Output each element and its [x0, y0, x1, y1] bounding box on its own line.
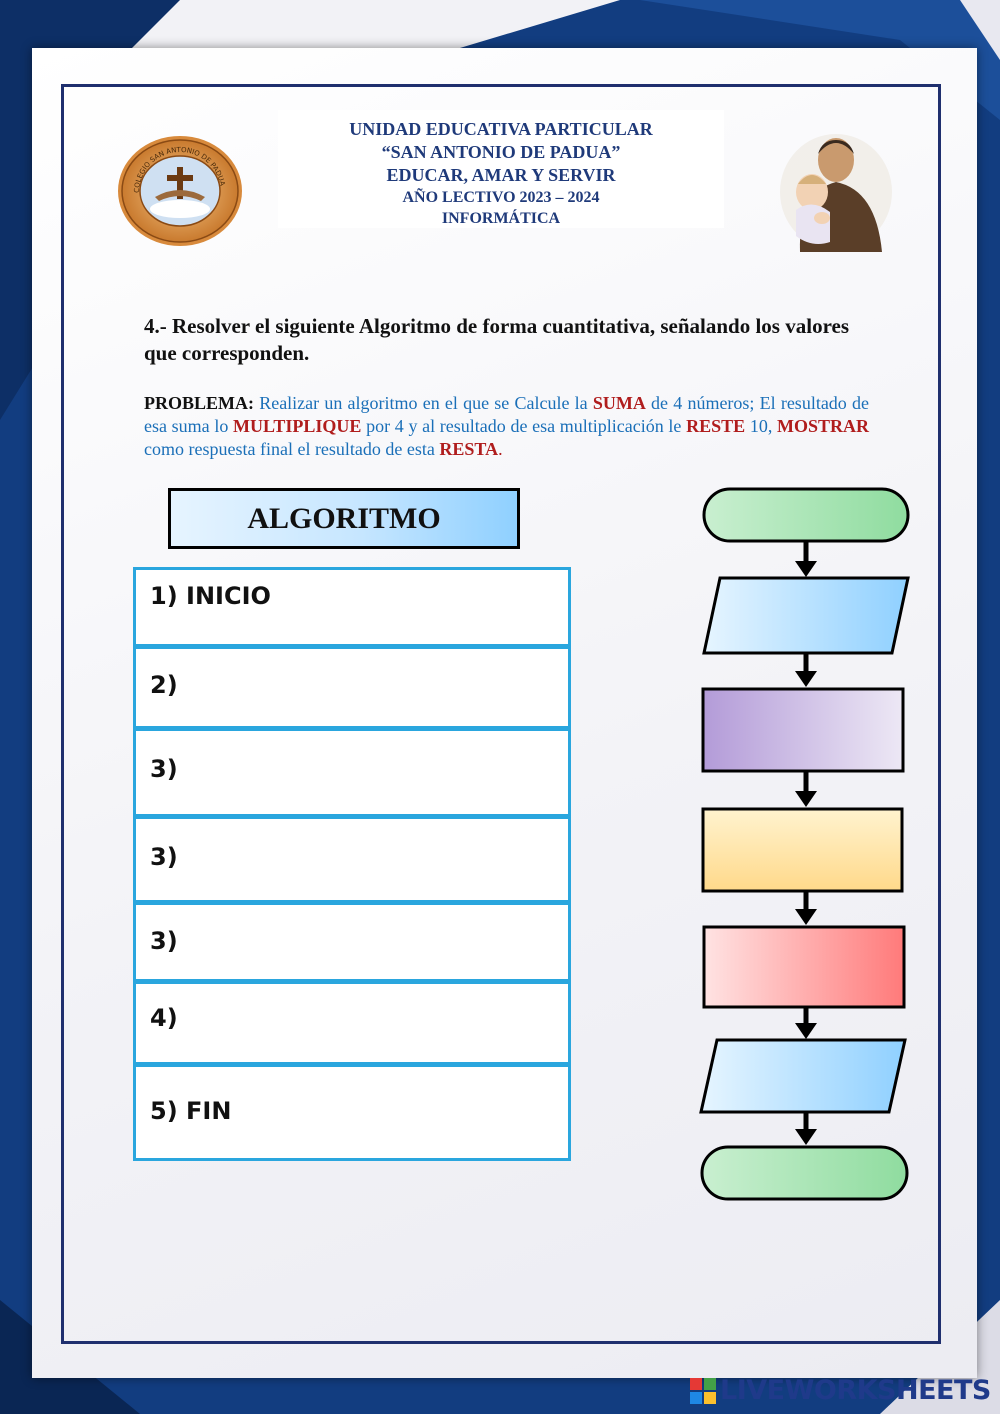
flow-process-sum[interactable] [703, 689, 903, 771]
step-label: 2) [150, 671, 178, 699]
school-name: “SAN ANTONIO DE PADUA” [381, 142, 621, 162]
step-row[interactable] [133, 1064, 571, 1161]
keyword-suma: SUMA [592, 393, 646, 413]
step-label: 5) FIN [150, 1097, 232, 1125]
keyword-reste: RESTE [686, 416, 746, 436]
step-label: 3) [150, 843, 178, 871]
step-row[interactable] [133, 902, 571, 982]
flow-end-terminal[interactable] [702, 1147, 907, 1199]
school-seal-icon [117, 135, 243, 247]
problem-text-4: 10, [745, 416, 777, 436]
problem-statement [144, 392, 869, 461]
step-row[interactable] [133, 646, 571, 729]
step-row[interactable] [133, 567, 571, 647]
problem-text-1: Realizar un algoritmo en el que se Calcule la [254, 393, 593, 413]
step-label: 3) [150, 927, 178, 955]
school-header [278, 110, 724, 228]
flow-arrow [795, 891, 817, 925]
question-text: 4.- Resolver el siguiente Algoritmo de forma cuantitativa, señalando los valores que corresponden. [144, 314, 849, 365]
step-row[interactable] [133, 728, 571, 817]
seal-ring-text: COLEGIO SAN ANTONIO DE PADUA [132, 145, 227, 194]
keyword-mostrar: MOSTRAR [777, 416, 870, 436]
saint-anthony-image [778, 132, 896, 252]
problem-text-5: como respuesta final el resultado de esta [144, 439, 440, 459]
liveworksheets-watermark [690, 1375, 991, 1406]
flow-input-parallelogram[interactable] [704, 578, 908, 653]
problem-end: . [498, 439, 503, 459]
keyword-resta: RESTA [439, 439, 499, 459]
subject-name: INFORMÁTICA [441, 210, 561, 227]
problem-text-2: de 4 números; El resultado de esa suma lo [144, 393, 869, 436]
step-row[interactable] [133, 981, 571, 1065]
flow-output-parallelogram[interactable] [701, 1040, 905, 1112]
step-label: 1) INICIO [150, 582, 271, 610]
flow-start-terminal[interactable] [704, 489, 908, 541]
flow-arrow [795, 1112, 817, 1145]
flow-process-subtract[interactable] [704, 927, 904, 1007]
step-row[interactable] [133, 816, 571, 903]
school-year: AÑO LECTIVO 2023 – 2024 [402, 189, 600, 206]
step-label: 4) [150, 1004, 178, 1032]
keyword-multiplique: MULTIPLIQUE [233, 416, 362, 436]
problem-label: PROBLEMA: [144, 393, 254, 413]
problem-text-3: por 4 y al resultado de esa multiplicación le [361, 416, 687, 436]
flow-arrow [795, 771, 817, 807]
flow-arrow [795, 1007, 817, 1039]
watermark-text: LIVEWORKSHEETS [720, 1375, 991, 1406]
liveworksheets-logo-icon [690, 1378, 716, 1404]
school-type: UNIDAD EDUCATIVA PARTICULAR [349, 119, 653, 139]
flowchart [690, 485, 920, 1205]
flow-process-multiply[interactable] [703, 809, 902, 891]
school-motto: EDUCAR, AMAR Y SERVIR [386, 165, 616, 185]
algorithm-title: ALGORITMO [168, 488, 520, 549]
step-label: 3) [150, 755, 178, 783]
flow-arrow [795, 541, 817, 577]
flow-arrow [795, 653, 817, 687]
